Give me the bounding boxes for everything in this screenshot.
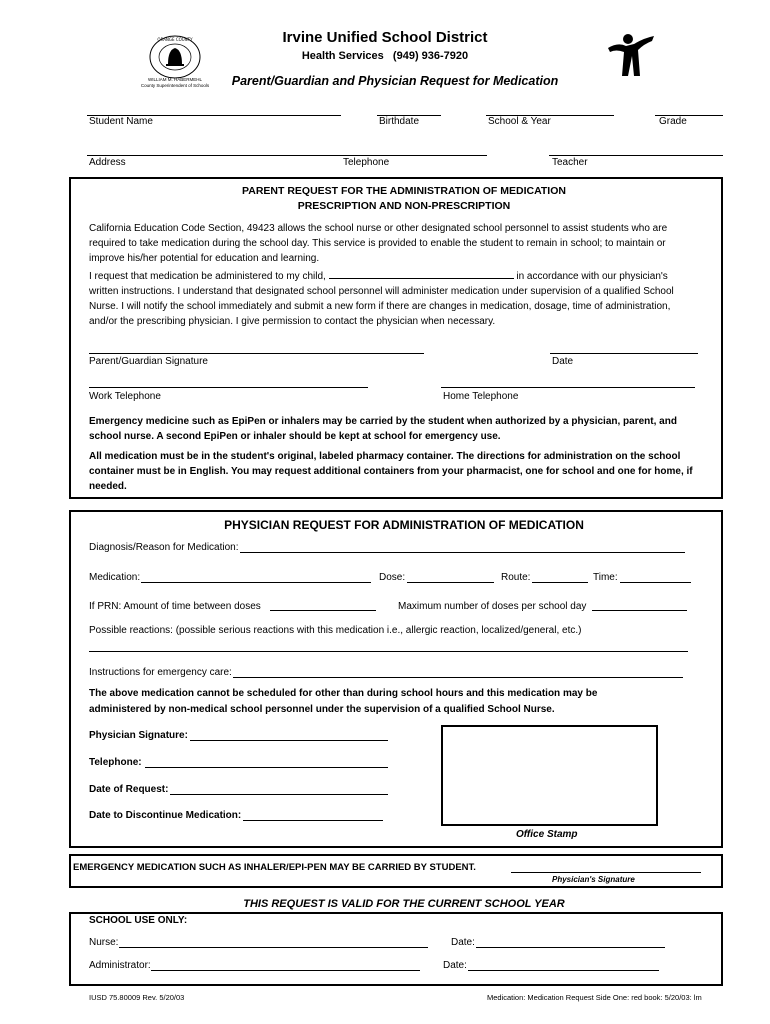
- emergency-care-field[interactable]: [233, 677, 683, 678]
- dose-field[interactable]: [407, 582, 494, 583]
- office-stamp-box: [441, 725, 658, 826]
- district-name: Irvine Unified School District: [282, 29, 488, 46]
- student-name-label: Student Name: [89, 116, 153, 127]
- epipen-note: Emergency medicine such as EpiPen or inhalers may be carried by the student when authorized by a physician, parent, and school nurse. A second EpiPen or inhaler should be kept at school for emergency use.: [89, 416, 677, 442]
- time-field[interactable]: [620, 582, 691, 583]
- nurse-label: Nurse:: [89, 937, 119, 948]
- medication-field[interactable]: [141, 582, 371, 583]
- parent-signature-line[interactable]: [89, 353, 424, 354]
- route-label: Route:: [501, 572, 531, 583]
- nurse-field[interactable]: [119, 947, 428, 948]
- physician-telephone-label: Telephone:: [89, 757, 142, 768]
- office-stamp-label: Office Stamp: [516, 829, 578, 840]
- child-name-field[interactable]: [329, 269, 514, 279]
- emergency-carry-signature-label: Physician's Signature: [552, 875, 635, 884]
- footer-revision: IUSD 75.80009 Rev. 5/20/03: [89, 993, 185, 1002]
- prn-label: If PRN: Amount of time between doses: [89, 601, 261, 612]
- home-telephone-line[interactable]: [441, 387, 695, 388]
- max-doses-field[interactable]: [592, 610, 687, 611]
- date-discontinue-label: Date to Discontinue Medication:: [89, 810, 242, 821]
- physician-section-title: PHYSICIAN REQUEST FOR ADMINISTRATION OF MEDICATION: [224, 518, 584, 532]
- health-services: Health Services (949) 936-7920: [301, 50, 469, 62]
- administrator-date-label: Date:: [443, 960, 467, 971]
- medication-label: Medication:: [89, 572, 141, 583]
- date-of-request-label: Date of Request:: [89, 784, 169, 795]
- form-title: Parent/Guardian and Physician Request for Medication: [231, 74, 559, 88]
- request-paragraph: I request that medication be administered to my child, in accordance with our physician's written instructions. I understand that designated school personnel will administer medication under supervision of a qualified School Nurse. I will notify the school immediately and submit a new form if there are changes in medication, dosage, time of administration, and/or the prescribing physician. I give permission to contact the physician when necessary.: [89, 271, 674, 327]
- work-telephone-label: Work Telephone: [89, 391, 161, 402]
- superintendent-name: WILLIAM M. HABERMEHL: [147, 77, 202, 82]
- diagnosis-field[interactable]: [240, 552, 685, 553]
- physician-signature-label: Physician Signature:: [89, 730, 188, 741]
- dose-label: Dose:: [379, 572, 406, 583]
- birthdate-label: Birthdate: [379, 116, 420, 127]
- ed-code-paragraph: California Education Code Section, 49423 allows the school nurse or other designated school personnel to assist students who are required to take medication during the school day. This service is provided to enable the student to remain in school; to maintain or improve his/her potential for education and learning.: [89, 223, 668, 264]
- home-telephone-label: Home Telephone: [443, 391, 519, 402]
- address-label: Address: [89, 157, 126, 168]
- parent-date-label: Date: [552, 356, 574, 367]
- schedule-note: The above medication cannot be scheduled for other than during school hours and this medication may be administered by non-medical school personnel under the supervision of a qualified School Nurse.: [89, 688, 598, 715]
- school-year-label: School & Year: [488, 116, 551, 127]
- administrator-date-field[interactable]: [468, 970, 659, 971]
- diagnosis-label: Diagnosis/Reason for Medication:: [89, 542, 239, 553]
- svg-text:ORANGE COUNTY: ORANGE COUNTY: [157, 37, 193, 42]
- date-of-request-field[interactable]: [170, 794, 388, 795]
- route-field[interactable]: [532, 582, 588, 583]
- physician-signature-field[interactable]: [190, 740, 388, 741]
- parent-date-line[interactable]: [550, 353, 698, 354]
- time-label: Time:: [593, 572, 618, 583]
- container-note: All medication must be in the student's original, labeled pharmacy container. The directions for administration on the school container must be in English. You may request additional containers from your pharmacist, one for school and one for home, if needed.: [89, 451, 693, 492]
- superintendent-title: County Superintendent of Schools: [140, 83, 210, 88]
- emergency-care-label: Instructions for emergency care:: [89, 667, 232, 678]
- parent-section-title: PARENT REQUEST FOR THE ADMINISTRATION OF MEDICATION: [242, 185, 566, 197]
- teacher-label: Teacher: [552, 157, 588, 168]
- physician-telephone-field[interactable]: [145, 767, 388, 768]
- parent-signature-label: Parent/Guardian Signature: [89, 356, 208, 367]
- emergency-carry-text: EMERGENCY MEDICATION SUCH AS INHALER/EPI-PEN MAY BE CARRIED BY STUDENT.: [73, 862, 476, 873]
- administrator-label: Administrator:: [89, 960, 151, 971]
- grade-label: Grade: [659, 116, 687, 127]
- date-discontinue-field[interactable]: [243, 820, 383, 821]
- footer-reference: Medication: Medication Request Side One: red book: 5/20/03: lm: [487, 993, 702, 1002]
- nurse-date-field[interactable]: [476, 947, 665, 948]
- parent-section-subtitle: PRESCRIPTION AND NON-PRESCRIPTION: [297, 200, 511, 212]
- reactions-label: Possible reactions: (possible serious reactions with this medication i.e., allergic reaction, localized/general, etc.): [89, 625, 582, 636]
- telephone-label: Telephone: [343, 157, 390, 168]
- max-doses-label: Maximum number of doses per school day: [398, 601, 587, 612]
- county-seal: [145, 34, 205, 80]
- valid-note: THIS REQUEST IS VALID FOR THE CURRENT SCHOOL YEAR: [243, 898, 565, 910]
- work-telephone-line[interactable]: [89, 387, 368, 388]
- district-logo: [604, 32, 660, 80]
- reactions-field[interactable]: [89, 651, 688, 652]
- school-use-title: SCHOOL USE ONLY:: [89, 915, 188, 926]
- emergency-carry-signature-line[interactable]: [511, 872, 701, 873]
- administrator-field[interactable]: [151, 970, 420, 971]
- prn-field[interactable]: [270, 610, 376, 611]
- nurse-date-label: Date:: [451, 937, 475, 948]
